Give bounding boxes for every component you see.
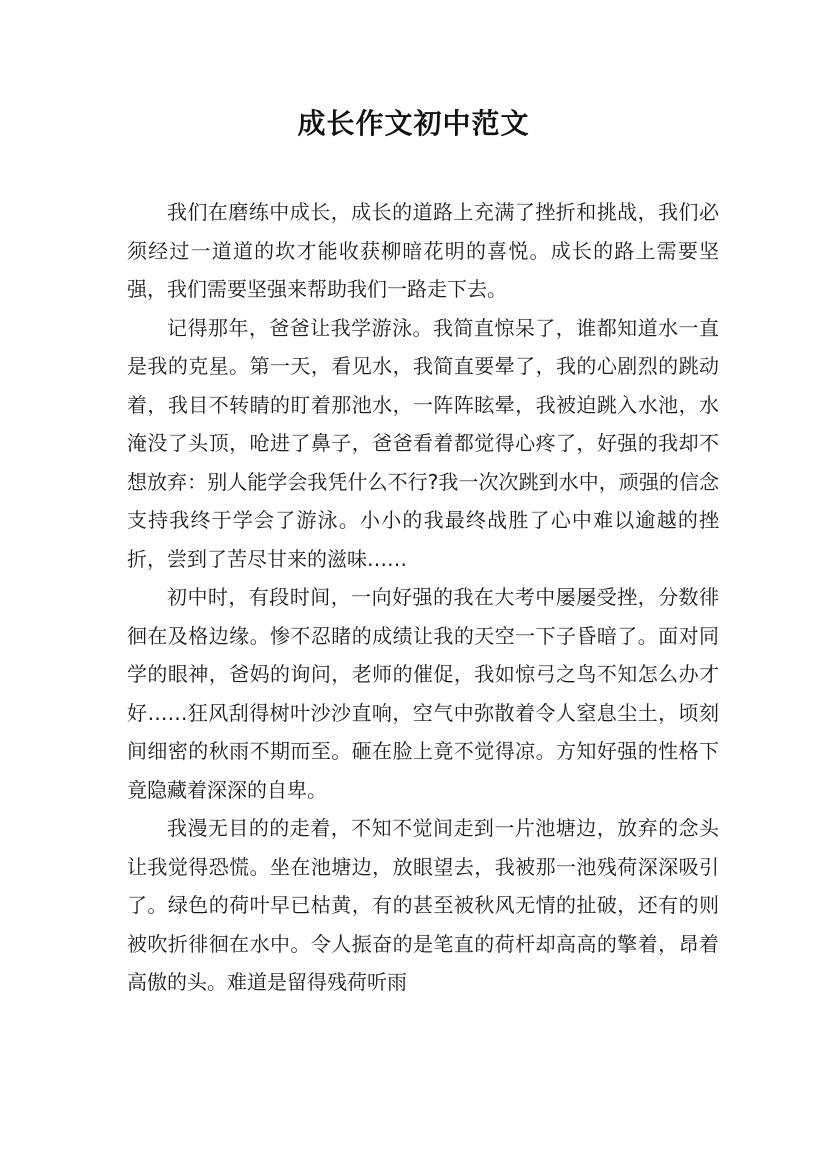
document-body	[127, 193, 719, 1002]
paragraph: 初中时，有段时间，一向好强的我在大考中屡屡受挫，分数徘徊在及格边缘。惨不忍睹的成绩让我的天空一下子昏暗了。面对同学的眼神，爸妈的询问，老师的催促，我如惊弓之鸟不知怎么办才好……狂风刮得树叶沙沙直响，空气中弥散着令人窒息尘土，顷刻间细密的秋雨不期而至。砸在脸上竟不觉得凉。方知好强的性格下竟隐藏着深深的自卑。	[127, 585, 719, 802]
paragraph: 我们在磨练中成长，成长的道路上充满了挫折和挑战，我们必须经过一道道的坎才能收获柳暗花明的喜悦。成长的路上需要坚强，我们需要坚强来帮助我们一路走下去。	[127, 200, 719, 301]
paragraph: 记得那年，爸爸让我学游泳。我简直惊呆了，谁都知道水一直是我的克星。第一天，看见水，我简直要晕了，我的心剧烈的跳动着，我目不转睛的盯着那池水，一阵阵眩晕，我被迫跳入水池，水淹没了头顶，呛进了鼻子，爸爸看着都觉得心疼了，好强的我却不想放弃：别人能学会我凭什么不行?我一次次跳到水中，顽强的信念支持我终于学会了游泳。小小的我最终战胜了心中难以逾越的挫折，尝到了苦尽甘来的滋味……	[127, 315, 719, 571]
paragraph: 我漫无目的的走着，不知不觉间走到一片池塘边，放弃的念头让我觉得恐慌。坐在池塘边，放眼望去，我被那一池残荷深深吸引了。绿色的荷叶早已枯黄，有的甚至被秋风无情的扯破，还有的则被吹折徘徊在水中。令人振奋的是笔直的荷杆却高高的擎着，昂着高傲的头。难道是留得残荷听雨	[127, 816, 719, 994]
document-title: 成长作文初中范文	[297, 107, 530, 140]
